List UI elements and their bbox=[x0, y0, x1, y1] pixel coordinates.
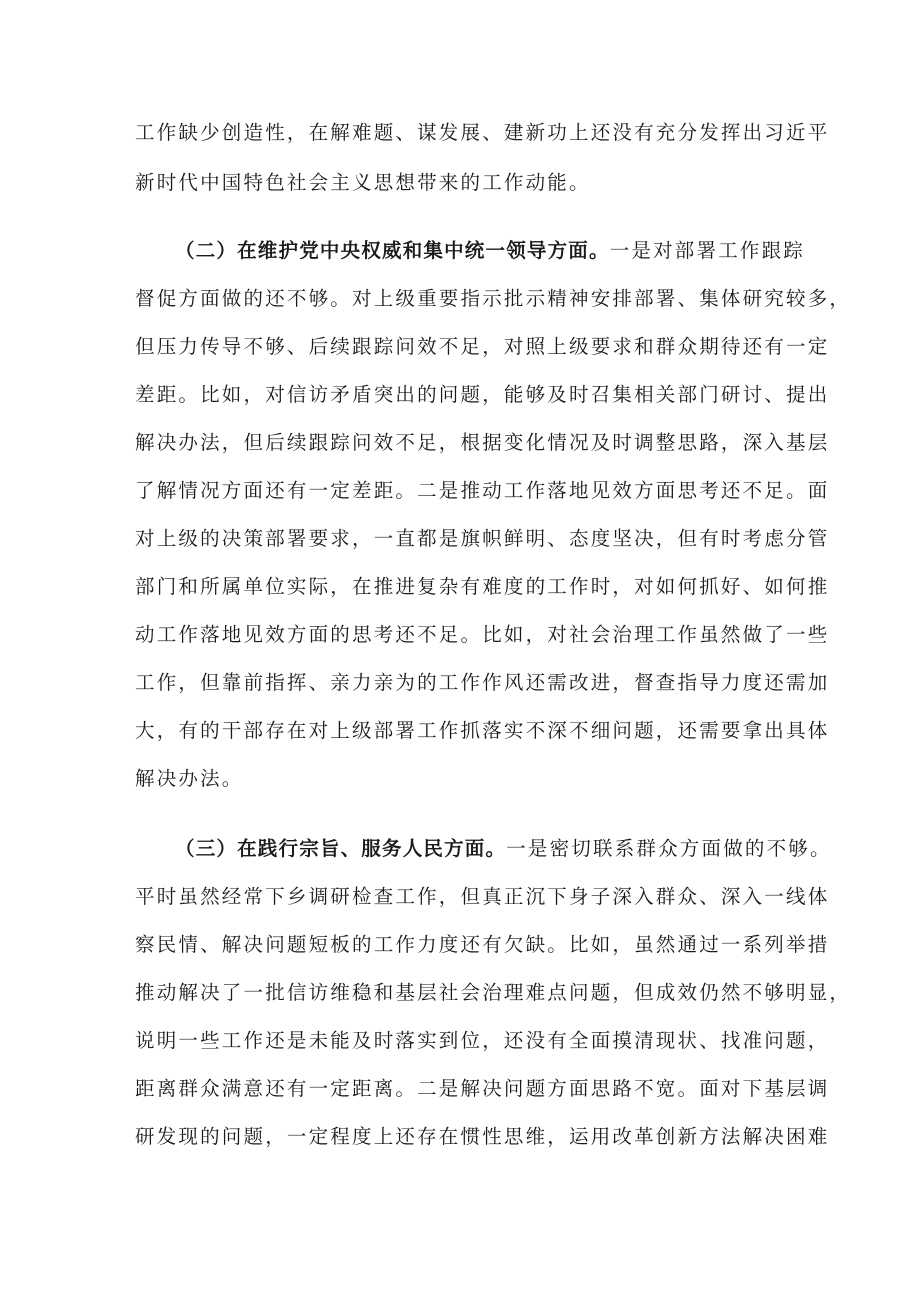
text-span: 一是对部署工作跟踪 bbox=[609, 239, 806, 262]
section-heading: （三）在践行宗旨、服务人民方面。 bbox=[175, 837, 507, 860]
text-line: 解决办法，但后续跟踪问效不足，根据变化情况及时调整思路，深入基层 bbox=[135, 431, 830, 454]
text-line: 但压力传导不够、后续跟踪问效不足，对照上级要求和群众期待还有一定 bbox=[135, 335, 830, 358]
text-line: 督促方面做的还不够。对上级重要指示批示精神安排部署、集体研究较多， bbox=[135, 287, 852, 310]
text-line: 新时代中国特色社会主义思想带来的工作动能。 bbox=[135, 171, 591, 194]
text-line: 动工作落地见效方面的思考还不足。比如，对社会治理工作虽然做了一些 bbox=[135, 623, 830, 646]
text-line: 大，有的干部存在对上级部署工作抓落实不深不细问题，还需要拿出具体 bbox=[135, 719, 830, 742]
text-line: 说明一些工作还是未能及时落实到位，还没有全面摸清现状、找准问题， bbox=[135, 1029, 830, 1052]
section-heading-line bbox=[175, 238, 806, 264]
text-line: 部门和所属单位实际，在推进复杂有难度的工作时，对如何抓好、如何推 bbox=[135, 575, 830, 598]
text-line: 解决办法。 bbox=[135, 767, 244, 790]
section-heading: （二）在维护党中央权威和集中统一领导方面。 bbox=[175, 239, 610, 262]
text-line: 平时虽然经常下乡调研检查工作，但真正沉下身子深入群众、深入一线体 bbox=[135, 885, 830, 908]
text-span: 一是密切联系群众方面做的不够。 bbox=[506, 837, 832, 860]
text-line: 工作，但靠前指挥、亲力亲为的工作作风还需改进，督查指导力度还需加 bbox=[135, 671, 830, 694]
text-line: 工作缺少创造性，在解难题、谋发展、建新功上还没有充分发挥出习近平 bbox=[135, 121, 830, 144]
section-heading-line bbox=[175, 836, 832, 862]
text-line: 了解情况方面还有一定差距。二是推动工作落地见效方面思考还不足。面 bbox=[135, 479, 830, 502]
text-line: 对上级的决策部署要求，一直都是旗帜鲜明、态度坚决，但有时考虑分管 bbox=[135, 527, 830, 550]
text-line: 差距。比如，对信访矛盾突出的问题，能够及时召集相关部门研讨、提出 bbox=[135, 383, 830, 406]
text-line: 距离群众满意还有一定距离。二是解决问题方面思路不宽。面对下基层调 bbox=[135, 1077, 830, 1100]
text-line: 察民情、解决问题短板的工作力度还有欠缺。比如，虽然通过一系列举措 bbox=[135, 933, 830, 956]
text-line: 推动解决了一批信访维稳和基层社会治理难点问题，但成效仍然不够明显， bbox=[135, 981, 852, 1004]
text-line: 研发现的问题，一定程度上还存在惯性思维，运用改革创新方法解决困难 bbox=[135, 1125, 830, 1148]
